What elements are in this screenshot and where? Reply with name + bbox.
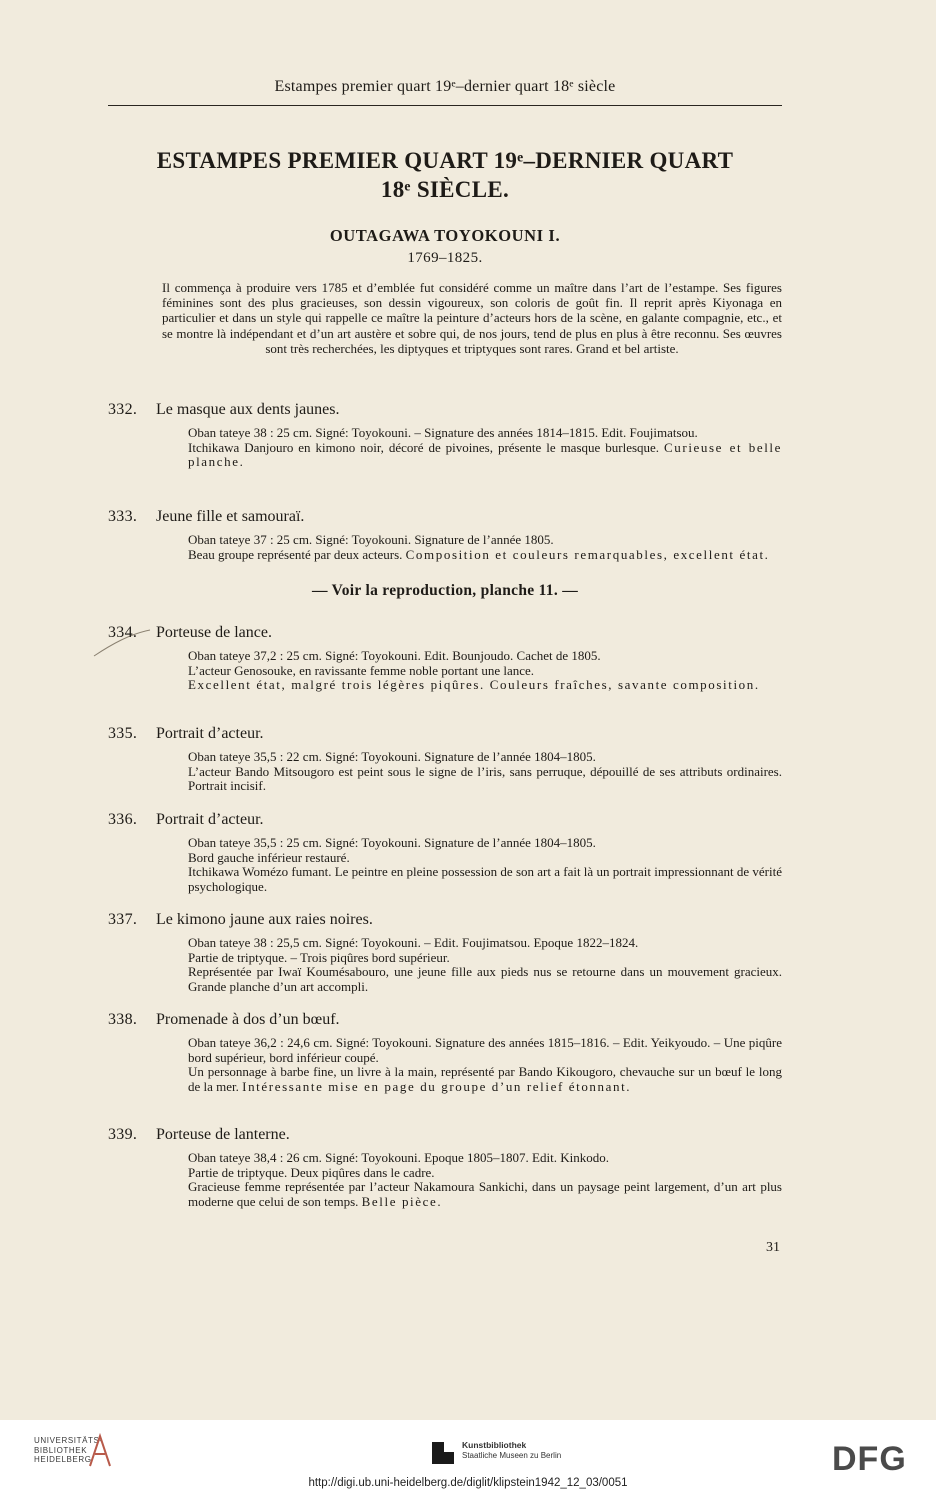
entry-description (188, 1151, 782, 1209)
entry-title: Le masque aux dents jaunes. (156, 401, 340, 418)
catalogue-entry-334 (108, 623, 782, 693)
artist-dates: 1769–1825. (407, 250, 483, 266)
entry-highlight: Composition et couleurs remarquables, excellent état. (405, 546, 770, 562)
header-rule (108, 105, 782, 106)
catalogue-entry-333 (108, 507, 782, 562)
entry-line: Représentée par Iwaï Koumésabouro, une jeune fille aux pieds nus se retourne dans un mouvement gracieux. Grande planche d’un art accompli. (188, 964, 782, 994)
catalogue-entry-337 (108, 910, 782, 994)
section-title (108, 146, 782, 204)
catalogue-entry-332 (108, 400, 782, 470)
entry-line: Oban tateye 38 : 25,5 cm. Signé: Toyokouni. – Edit. Foujimatsou. Epoque 1822–1824. (188, 935, 639, 950)
page-number: 31 (766, 1240, 780, 1255)
entry-line: Bord gauche inférieur restauré. (188, 849, 350, 865)
entry-title: Porteuse de lance. (156, 624, 272, 641)
section-title-line-1: ESTAMPES PREMIER QUART 19ᵉ–DERNIER QUART (156, 148, 734, 173)
catalogue-entry-338 (108, 1010, 782, 1094)
entry-line: Partie de triptyque. – Trois piqûres bord supérieur. (188, 949, 450, 965)
catalogue-entry-335 (108, 724, 782, 794)
entry-number: 336. (108, 811, 138, 828)
entry-number: 333. (108, 508, 138, 525)
entry-title: Le kimono jaune aux raies noires. (156, 911, 373, 928)
heidelberg-seal-icon (86, 1432, 114, 1470)
artist-name: OUTAGAWA TOYOKOUNI I. (329, 226, 561, 245)
kunstbibliothek-label: Kunstbibliothek Staatliche Museen zu Berlin (462, 1440, 562, 1460)
entry-line: Oban tateye 38,4 : 26 cm. Signé: Toyokouni. Epoque 1805–1807. Edit. Kinkodo. (188, 1150, 609, 1165)
entry-line: Gracieuse femme représentée par l’acteur Nakamoura Sankichi, dans un paysage peint largement, d’un art plus moderne que celui de son temps. Belle pièce. (188, 1179, 782, 1209)
catalogue-entry-339 (108, 1125, 782, 1209)
entry-title: Portrait d’acteur. (156, 811, 264, 828)
entry-line: Oban tateye 37 : 25 cm. Signé: Toyokouni. Signature de l’année 1805. (188, 532, 554, 547)
entry-line: Un personnage à barbe fine, un livre à la main, représenté par Bando Kikougoro, chevauche sur un bœuf le long de la mer. Intéressante mise en page du groupe d’un relief étonnant. (188, 1064, 782, 1094)
entry-line: Itchikawa Danjouro en kimono noir, décoré de pivoines, présente le masque burlesque. Curieuse et belle planche. (188, 439, 783, 470)
entry-line: L’acteur Genosouke, en ravissante femme noble portant une lance. (188, 662, 535, 678)
entry-number: 334. (108, 624, 138, 641)
running-head: Estampes premier quart 19ᵉ–dernier quart 18ᵉ siècle (274, 78, 616, 95)
entry-title: Portrait d’acteur. (156, 725, 264, 742)
entry-description (188, 649, 782, 693)
entry-line: L’acteur Bando Mitsougoro est peint sous le signe de l’iris, sans perruque, dépouillé de ses attributs ordinaires. Portrait incisif. (188, 763, 782, 794)
entry-highlight: Curieuse et belle planche. (188, 439, 783, 470)
entry-number: 332. (108, 401, 138, 418)
entry-line: Itchikawa Womézo fumant. Le peintre en pleine possession de son art a fait là un portrait impressionnant de vérité psychologique. (188, 864, 783, 894)
kunstbibliothek-logo-icon (430, 1440, 456, 1466)
heidelberg-library-logo: UNIVERSITÄTS- BIBLIOTHEK HEIDELBERG (34, 1436, 103, 1464)
entry-line: Partie de triptyque. Deux piqûres dans le cadre. (188, 1164, 435, 1180)
entry-number: 338. (108, 1011, 138, 1028)
entry-title: Porteuse de lanterne. (156, 1126, 290, 1143)
entry-highlight: Excellent état, malgré trois légères piqûres. Couleurs fraîches, savante composition. (188, 677, 760, 693)
entry-description (188, 936, 782, 994)
entry-description (188, 426, 782, 470)
reproduction-note: — Voir la reproduction, planche 11. — (311, 582, 579, 599)
entry-title: Jeune fille et samouraï. (156, 508, 305, 525)
entry-line: Oban tateye 36,2 : 24,6 cm. Signé: Toyokouni. Signature des années 1815–1816. – Edit. Yeikyoudo. – Une piqûre bord supérieur, bord inférieur coupé. (188, 1035, 782, 1065)
source-url-link[interactable]: http://digi.ub.uni-heidelberg.de/diglit/klipstein1942_12_03/0051 (308, 1477, 628, 1489)
dfg-logo: DFG (832, 1440, 907, 1478)
entry-line: Beau groupe représenté par deux acteurs. Composition et couleurs remarquables, excellent état. (188, 546, 770, 562)
entry-number: 335. (108, 725, 138, 742)
entry-line: Oban tateye 38 : 25 cm. Signé: Toyokouni. – Signature des années 1814–1815. Edit. Foujimatsou. (188, 425, 698, 440)
entry-description (188, 836, 782, 894)
entry-description (188, 750, 782, 794)
entry-highlight: Intéressante mise en page du groupe d’un relief étonnant. (242, 1078, 632, 1094)
catalogue-entry-336 (108, 810, 782, 894)
entry-highlight: Belle pièce. (361, 1193, 443, 1209)
entry-line: Oban tateye 35,5 : 25 cm. Signé: Toyokouni. Signature de l’année 1804–1805. (188, 835, 596, 850)
artist-introduction: Il commença à produire vers 1785 et d’emblée fut considéré comme un maître dans l’art de l’estampe. Ses figures féminines sont des plus gracieuses, son dessin vigoureux, son coloris de goût fin. Il reprit après Kiyonaga en particulier et dans un style qui rappelle ce maître la peinture d’acteurs hors de la scène, en galante compagnie, etc., et se montre là indépendant et d’un art austère et sobre qui, de nos jours, tend de plus en plus à être reconnu. Ses œuvres sont très recherchées, les diptyques et triptyques sont rares. Grand et bel artiste. (162, 280, 782, 356)
entry-number: 339. (108, 1126, 138, 1143)
entry-line: Oban tateye 37,2 : 25 cm. Signé: Toyokouni. Edit. Bounjoudo. Cachet de 1805. (188, 648, 601, 663)
entry-number: 337. (108, 911, 138, 928)
entry-description (188, 533, 782, 562)
entry-line: Oban tateye 35,5 : 22 cm. Signé: Toyokouni. Signature de l’année 1804–1805. (188, 749, 596, 764)
entry-description (188, 1036, 782, 1094)
section-title-line-2: 18ᵉ SIÈCLE. (380, 177, 510, 202)
entry-title: Promenade à dos d’un bœuf. (156, 1011, 340, 1028)
